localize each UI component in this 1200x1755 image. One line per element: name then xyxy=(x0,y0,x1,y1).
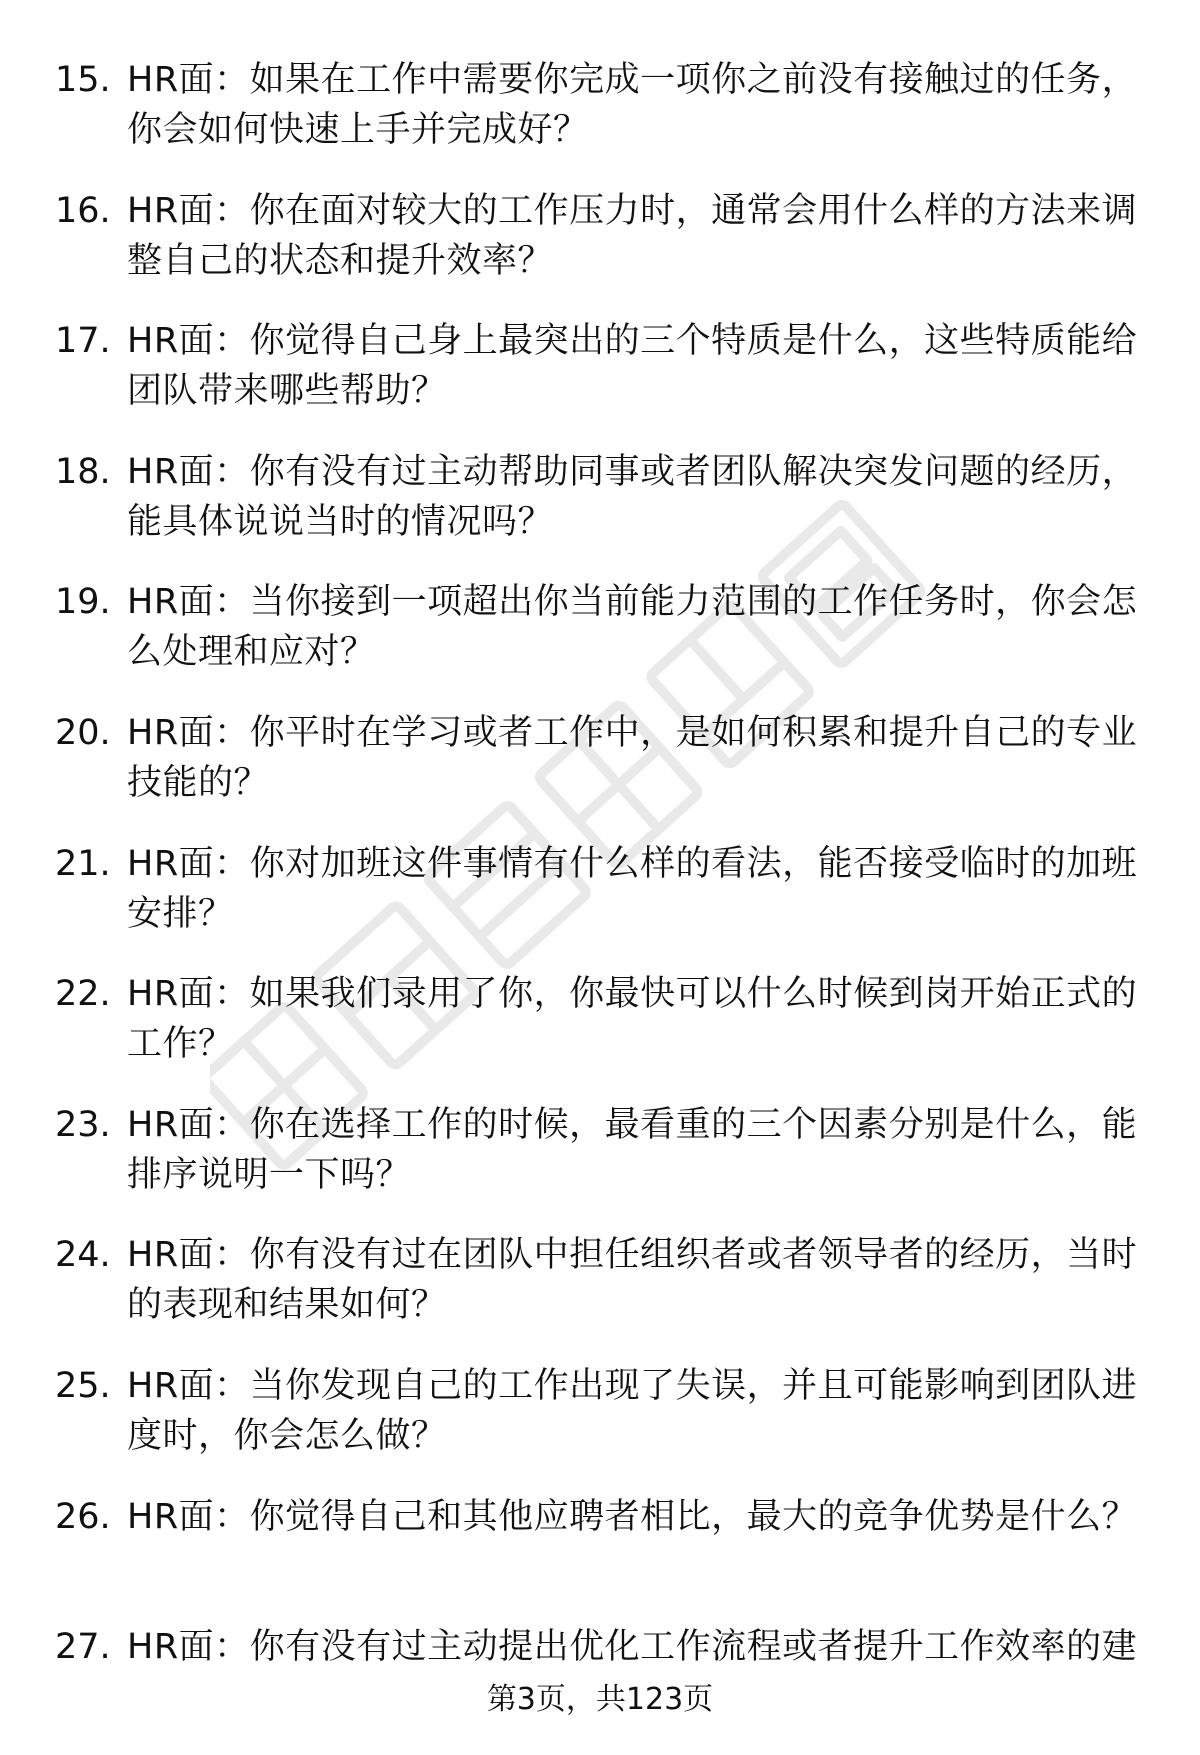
question-number: 24. xyxy=(55,1235,111,1276)
page-footer: 第3页，共123页 xyxy=(486,1682,714,1717)
question-item xyxy=(0,316,1200,447)
question-item xyxy=(0,708,1200,839)
question-number: 15. xyxy=(55,60,111,100)
question-text: HR面：你在选择工作的时候，最看重的三个因素分别是什么，能排序说明一下吗？ xyxy=(127,1104,1138,1195)
question-item xyxy=(0,55,1200,186)
question-item xyxy=(0,969,1200,1100)
question-text: HR面：你对加班这件事情有什么样的看法，能否接受临时的加班安排？ xyxy=(127,843,1138,934)
question-item xyxy=(0,1361,1200,1492)
question-text: HR面：当你接到一项超出你当前能力范围的工作任务时，你会怎么处理和应对？ xyxy=(127,582,1138,673)
question-text: HR面：如果我们录用了你，你最快可以什么时候到岗开始正式的工作？ xyxy=(127,974,1138,1065)
question-number: 17. xyxy=(55,321,111,362)
question-item xyxy=(0,839,1200,970)
question-text: HR面：你有没有过主动提出优化工作流程或者提升工作效率的建 xyxy=(127,1627,1138,1668)
question-text: HR面：你有没有过在团队中担任组织者或者领导者的经历，当时的表现和结果如何？ xyxy=(127,1235,1138,1326)
question-number: 19. xyxy=(55,582,111,623)
question-text: HR面：你平时在学习或者工作中，是如何积累和提升自己的专业技能的？ xyxy=(127,712,1138,803)
question-item xyxy=(0,1230,1200,1361)
question-item xyxy=(0,577,1200,708)
question-text: HR面：你觉得自己和其他应聘者相比，最大的竞争优势是什么？ xyxy=(127,1496,1138,1537)
question-list xyxy=(0,55,1200,1753)
question-item xyxy=(0,1492,1200,1623)
question-number: 25. xyxy=(55,1365,111,1406)
question-item xyxy=(0,447,1200,578)
question-number: 21. xyxy=(55,843,111,884)
question-item xyxy=(0,1100,1200,1231)
question-text: HR面：你在面对较大的工作压力时，通常会用什么样的方法来调整自己的状态和提升效率？ xyxy=(127,190,1138,281)
question-text: HR面：你有没有过主动帮助同事或者团队解决突发问题的经历，能具体说说当时的情况吗？ xyxy=(127,451,1138,542)
question-text: HR面：如果在工作中需要你完成一项你之前没有接触过的任务，你会如何快速上手并完成好？ xyxy=(127,60,1138,150)
question-number: 18. xyxy=(55,451,111,492)
question-number: 23. xyxy=(55,1104,111,1145)
question-text: HR面：你觉得自己身上最突出的三个特质是什么，这些特质能给团队带来哪些帮助？ xyxy=(127,321,1138,412)
question-number: 16. xyxy=(55,190,111,231)
question-item xyxy=(0,1622,1200,1753)
question-number: 26. xyxy=(55,1496,111,1537)
question-number: 27. xyxy=(55,1627,111,1668)
question-number: 20. xyxy=(55,712,111,753)
question-number: 22. xyxy=(55,974,111,1015)
question-item xyxy=(0,186,1200,317)
question-text: HR面：当你发现自己的工作出现了失误，并且可能影响到团队进度时，你会怎么做？ xyxy=(127,1365,1138,1456)
